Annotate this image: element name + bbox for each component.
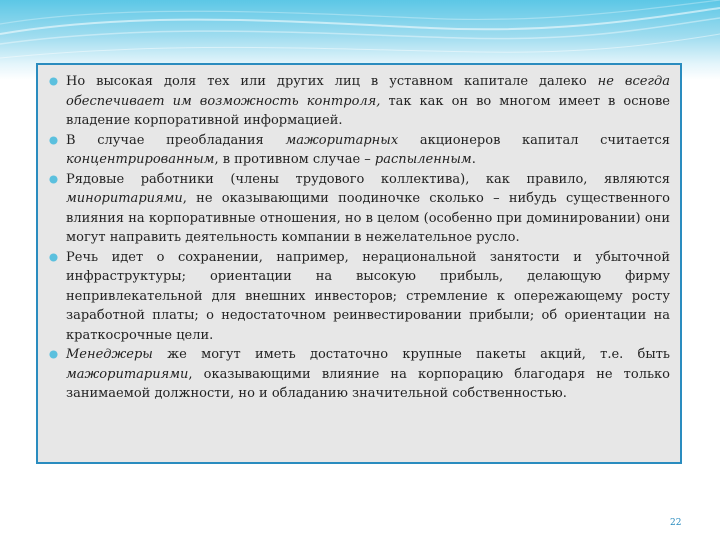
bullet-text: так как он во многом имеет в основе владение корпоративной информацией. xyxy=(66,93,670,128)
bullet-text: же могут иметь достаточно крупные пакеты акций, т.е. быть xyxy=(152,347,670,362)
bullet-text: , оказывающими влияние на корпорацию благодаря не только занимаемой должности, но и обладанию значительной собственностью. xyxy=(66,366,670,401)
bullet-text-italic: не всегда обеспечивает им возможность контроля, xyxy=(66,74,670,109)
bullet-icon xyxy=(49,77,58,86)
bullet-icon xyxy=(49,253,58,262)
bullet-list xyxy=(46,72,670,404)
bullet-text: акционеров капитал считается xyxy=(398,132,670,148)
bullet-text-italic: Менеджеры xyxy=(66,347,153,362)
bullet-icon xyxy=(49,350,58,359)
bullet-text: Речь идет о сохранении, например, нерациональной занятости и убыточной инфраструктуры; ориентации на высокую прибыль, делающую фирму непривлекательной для внешних инвесторов; стремление к опережающему росту заработной платы; о недостаточном реинвестировании прибыли; об ориентации на краткосрочные цели. xyxy=(66,249,670,343)
bullet-text: Рядовые работники (члены трудового коллектива), как правило, являются xyxy=(66,171,670,187)
bullet-item xyxy=(46,72,670,131)
bullet-text-italic: мажоритариями xyxy=(66,366,189,382)
bullet-item xyxy=(46,131,670,170)
bullet-icon xyxy=(49,175,58,184)
bullet-item xyxy=(46,170,670,248)
bullet-text-italic: концентрированным xyxy=(66,152,215,167)
bullet-item xyxy=(46,345,670,404)
bullet-icon xyxy=(49,136,58,145)
bullet-text-italic: мажоритарных xyxy=(285,132,399,148)
bullet-text: В случае преобладания xyxy=(66,132,286,148)
bullet-text: . xyxy=(471,152,476,167)
bullet-text: , в противном случае – xyxy=(214,152,375,167)
bullet-text-italic: распыленным xyxy=(374,152,472,167)
content-box xyxy=(36,63,682,464)
bullet-item xyxy=(46,248,670,346)
bullet-text: , не оказывающими поодиночке сколько – нибудь существенного влияния на корпоративные отношения, но в целом (особенно при доминировании) они могут направить деятельность компании в нежелательное русло. xyxy=(66,191,670,245)
page-number: 22 xyxy=(670,518,682,528)
bullet-text: Но высокая доля тех или других лиц в уставном капитале далеко xyxy=(66,74,598,89)
bullet-text-italic: миноритариями xyxy=(66,191,183,206)
